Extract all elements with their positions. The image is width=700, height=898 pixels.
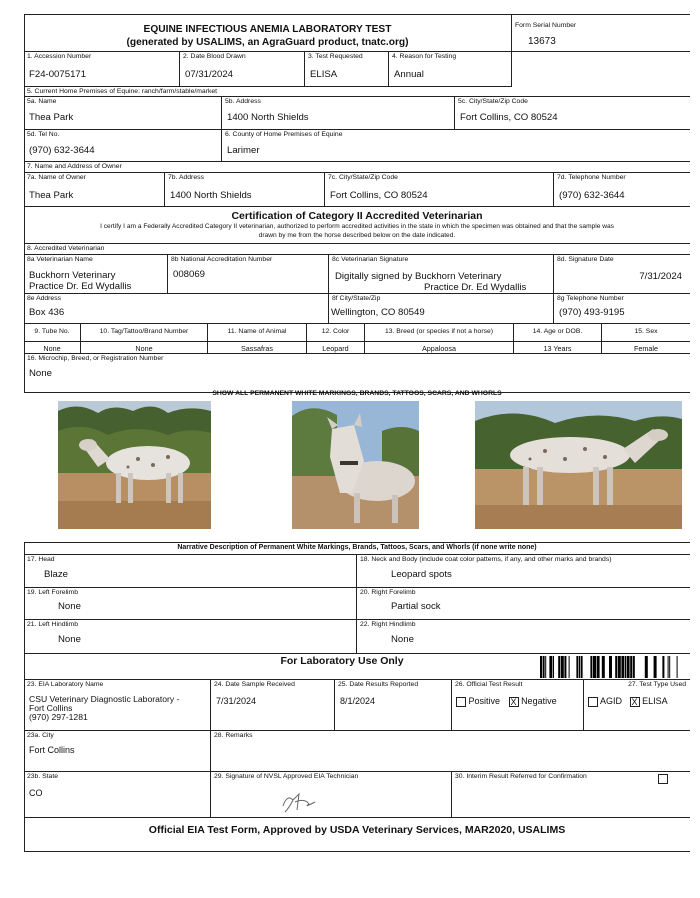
test-result-label: 26. Official Test Result <box>455 681 523 688</box>
vet-signature-line2: Practice Dr. Ed Wydallis <box>424 282 527 293</box>
color-label-cell: 12. Color <box>307 324 365 342</box>
vet-city-value: Wellington, CO 80549 <box>331 307 425 318</box>
barcode-bar <box>564 656 566 678</box>
barcode-bar <box>540 656 542 678</box>
lab-name-line1: CSU Veterinary Diagnostic Laboratory - <box>29 694 180 704</box>
barcode-bar <box>558 656 560 678</box>
neck-label: 18. Neck and Body (include coat color patterns, if any, and other marks and brands) <box>360 556 612 563</box>
owner-section <box>24 162 690 173</box>
vet-city-label: 8f City/State/Zip <box>332 295 381 302</box>
vet-address-cell <box>24 294 329 324</box>
barcode-bar <box>561 656 564 678</box>
form-title-cell <box>24 14 512 52</box>
lab-name-label: 23. EIA Laboratory Name <box>27 681 104 688</box>
horse-photo-left-side <box>58 401 211 529</box>
premises-city-value: Fort Collins, CO 80524 <box>460 112 558 123</box>
microchip-label: 16. Microchip, Breed, or Registration Number <box>27 355 164 362</box>
premises-section <box>24 87 690 97</box>
barcode-bar <box>669 656 670 678</box>
breed-value: Appaloosa <box>422 344 456 353</box>
premises-name-cell <box>24 97 222 130</box>
barcode-bar <box>677 656 678 678</box>
tag-value-cell <box>81 342 208 354</box>
vet-phone-cell <box>554 294 690 324</box>
tag-label-cell: 10. Tag/Tattoo/Brand Number <box>81 324 208 342</box>
animal-name-value: Sassafras <box>241 344 273 353</box>
form-subtitle: (generated by USALIMS, an AgraGuard product, tnatc.org) <box>126 37 409 48</box>
barcode-bar <box>553 656 554 678</box>
premises-address-cell <box>222 97 455 130</box>
lab-state-label: 23b. State <box>27 773 58 780</box>
reported-value: 8/1/2024 <box>340 696 376 706</box>
sex-value: Female <box>634 344 658 353</box>
footer-text: Official EIA Test Form, Approved by USDA Veterinary Services, MAR2020, USALIMS <box>148 824 566 836</box>
owner-name-cell <box>24 173 165 207</box>
lab-heading-cell <box>24 654 690 680</box>
date-drawn-label: 2. Date Blood Drawn <box>183 53 246 60</box>
tag-value: None <box>135 344 153 353</box>
vet-phone-label: 8g Telephone Number <box>557 295 624 302</box>
left-forelimb-cell <box>24 588 357 620</box>
barcode-bar <box>593 656 596 678</box>
vet-section-label: 8. Accredited Veterinarian <box>27 245 105 252</box>
received-label: 24. Date Sample Received <box>214 681 295 688</box>
owner-name-value: Thea Park <box>29 190 74 201</box>
reason-cell <box>389 52 512 87</box>
lab-city-value: Fort Collins <box>29 745 75 755</box>
photos-heading: SHOW ALL PERMANENT WHITE MARKINGS, BRANDS, TATTOOS, SCARS, AND WHORLS <box>212 390 502 397</box>
vet-address-label: 8e Address <box>27 295 62 302</box>
horse-photo-front <box>292 401 419 529</box>
color-value-cell <box>307 342 365 354</box>
vet-signature-cell <box>329 255 554 294</box>
elisa-checkbox[interactable]: X <box>631 696 638 707</box>
vet-section <box>24 244 690 255</box>
premises-tel-cell <box>24 130 222 162</box>
vet-name-label: 8a Veterinarian Name <box>27 256 93 263</box>
lab-city-cell <box>24 731 211 772</box>
barcode-bar <box>543 656 545 678</box>
barcode-bar <box>569 656 570 678</box>
right-hindlimb-cell <box>357 620 690 654</box>
vet-sig-date-value: 7/31/2024 <box>639 271 682 282</box>
positive-checkbox[interactable] <box>456 697 466 707</box>
left-hindlimb-value: None <box>58 634 81 645</box>
owner-city-cell <box>325 173 554 207</box>
technician-signature-scribble <box>279 790 319 814</box>
breed-value-cell <box>365 342 514 354</box>
age-value-cell <box>514 342 602 354</box>
premises-tel-label: 5d. Tel No. <box>27 131 60 138</box>
test-requested-value: ELISA <box>310 69 338 80</box>
premises-name-label: 5a. Name <box>27 98 57 105</box>
barcode-bar <box>581 656 583 678</box>
color-value: Leopard <box>322 344 349 353</box>
microchip-value: None <box>29 368 52 379</box>
age-label-cell: 14. Age or DOB. <box>514 324 602 342</box>
barcode-bar <box>645 656 648 678</box>
vet-name-cell <box>24 255 168 294</box>
date-drawn-value: 07/31/2024 <box>185 69 234 80</box>
owner-section-label: 7. Name and Address of Owner <box>27 163 122 170</box>
interim-label: 30. Interim Result Referred for Confirmation <box>455 773 587 780</box>
serial-cell <box>512 14 690 52</box>
right-forelimb-value: Partial sock <box>391 601 441 612</box>
barcode-bar <box>549 656 552 678</box>
head-label: 17. Head <box>27 556 55 563</box>
animal-name-label-cell: 11. Name of Animal <box>208 324 307 342</box>
county-cell <box>222 130 690 162</box>
received-cell <box>211 680 335 731</box>
barcode-bar <box>602 656 605 678</box>
barcode-bar <box>621 656 624 678</box>
date-drawn-cell <box>180 52 305 87</box>
lab-heading: For Laboratory Use Only <box>280 655 404 667</box>
barcode-bar <box>590 656 592 678</box>
lab-name-cell <box>24 680 211 731</box>
certification-text-1: I certify I am a Federally Accredited Category II veterinarian, authorized to perform accredited activities in the state in which the specimen was obtained and that the sample was <box>100 223 614 230</box>
right-hindlimb-value: None <box>391 634 414 645</box>
vet-nan-cell <box>168 255 329 294</box>
eia-form <box>24 14 690 854</box>
vet-sig-date-cell <box>554 255 690 294</box>
owner-city-label: 7c. City/State/Zip Code <box>328 174 398 181</box>
barcode-bar <box>576 656 578 678</box>
lab-state-cell <box>24 772 211 818</box>
test-requested-label: 3. Test Requested <box>308 53 363 60</box>
county-label: 6. County of Home Premises of Equine <box>225 131 343 138</box>
owner-name-label: 7a. Name of Owner <box>27 174 86 181</box>
horse-photo-right-side <box>475 401 682 529</box>
received-value: 7/31/2024 <box>216 696 257 706</box>
test-result-cell <box>452 680 584 731</box>
animal-name-value-cell <box>208 342 307 354</box>
accession-label: 1. Accession Number <box>27 53 92 60</box>
vet-city-cell <box>329 294 554 324</box>
head-value: Blaze <box>44 569 68 580</box>
lab-city-label: 23a. City <box>27 732 54 739</box>
agid-label: AGID <box>600 696 623 706</box>
tube-label-cell: 9. Tube No. <box>24 324 81 342</box>
positive-label: Positive <box>468 696 501 706</box>
county-value: Larimer <box>227 145 260 156</box>
tube-value-cell <box>24 342 81 354</box>
lab-name-line2: Fort Collins <box>29 703 73 713</box>
nvsl-signature-cell <box>211 772 452 818</box>
barcode-bar <box>579 656 580 678</box>
barcode-bar <box>627 656 630 678</box>
accession-value: F24-0075171 <box>29 69 87 80</box>
barcode-bar <box>630 656 632 678</box>
owner-address-value: 1400 North Shields <box>170 190 252 201</box>
left-hindlimb-cell <box>24 620 357 654</box>
lab-phone: (970) 297-1281 <box>29 712 88 722</box>
neck-value: Leopard spots <box>391 569 452 580</box>
barcode-bar <box>662 656 664 678</box>
barcode <box>538 654 688 680</box>
accession-cell <box>24 52 180 87</box>
remarks-cell <box>211 731 690 772</box>
negative-label: Negative <box>521 696 557 706</box>
owner-address-cell <box>165 173 325 207</box>
interim-checkbox[interactable] <box>658 774 668 784</box>
reported-cell <box>335 680 452 731</box>
premises-section-label: 5. Current Home Premises of Equine: ranch/farm/stable/market <box>27 88 218 95</box>
certification-text-2: drawn by me from the horse described below on the date indicated. <box>258 231 456 239</box>
vet-phone-value: (970) 493-9195 <box>559 307 625 318</box>
test-type-cell <box>584 680 690 731</box>
nvsl-signature-label: 29. Signature of NVSL Approved EIA Technician <box>214 773 359 780</box>
owner-phone-value: (970) 632-3644 <box>559 190 625 201</box>
breed-label-cell: 13. Breed (or species if not a horse) <box>365 324 514 342</box>
neck-cell <box>357 555 690 588</box>
premises-tel-value: (970) 632-3644 <box>29 145 95 156</box>
elisa-label: ELISA <box>642 696 668 706</box>
barcode-bar <box>625 656 626 678</box>
negative-checkbox[interactable]: X <box>510 696 517 707</box>
head-cell <box>24 555 357 588</box>
barcode-bar <box>609 656 612 678</box>
right-forelimb-cell <box>357 588 690 620</box>
left-hindlimb-label: 21. Left Hindlimb <box>27 621 79 628</box>
markings-heading: Narrative Description of Permanent White Markings, Brands, Tattoos, Scars, and Whorls (if none write none) <box>177 544 537 551</box>
form-title: EQUINE INFECTIOUS ANEMIA LABORATORY TEST <box>143 24 392 35</box>
certification-block <box>24 207 690 244</box>
sex-label-cell: 15. Sex <box>602 324 690 342</box>
vet-name-line2: Practice Dr. Ed Wydallis <box>29 281 132 292</box>
barcode-bar <box>618 656 621 678</box>
barcode-bar <box>615 656 617 678</box>
footer-cell <box>24 818 690 852</box>
serial-value: 13673 <box>528 36 556 47</box>
left-forelimb-label: 19. Left Forelimb <box>27 589 78 596</box>
owner-phone-cell <box>554 173 690 207</box>
tube-value: None <box>43 344 61 353</box>
markings-heading-cell <box>24 542 690 555</box>
barcode-bar <box>633 656 635 678</box>
test-requested-cell <box>305 52 389 87</box>
barcode-bar <box>545 656 546 678</box>
owner-phone-label: 7d. Telephone Number <box>557 174 626 181</box>
reported-label: 25. Date Results Reported <box>338 681 419 688</box>
vet-name-line1: Buckhorn Veterinary <box>29 270 116 281</box>
left-forelimb-value: None <box>58 601 81 612</box>
vet-signature-line1: Digitally signed by Buckhorn Veterinary <box>335 271 502 282</box>
barcode-bar <box>654 656 657 678</box>
reason-label: 4. Reason for Testing <box>392 53 457 60</box>
certification-title: Certification of Category II Accredited Veterinarian <box>231 210 483 222</box>
premises-city-label: 5c. City/State/Zip Code <box>458 98 528 105</box>
right-hindlimb-label: 22. Right Hindlimb <box>360 621 416 628</box>
vet-sig-date-label: 8d. Signature Date <box>557 256 614 263</box>
vet-nan-value: 008069 <box>173 269 206 280</box>
sex-value-cell <box>602 342 690 354</box>
premises-address-label: 5b. Address <box>225 98 261 105</box>
vet-nan-label: 8b National Accreditation Number <box>171 256 273 263</box>
microchip-cell <box>24 354 690 393</box>
right-forelimb-label: 20. Right Forelimb <box>360 589 416 596</box>
reason-value: Annual <box>394 69 424 80</box>
serial-label: Form Serial Number <box>515 22 577 29</box>
premises-city-cell <box>455 97 690 130</box>
vet-address-value: Box 436 <box>29 307 65 318</box>
remarks-label: 28. Remarks <box>214 732 253 739</box>
barcode-bar <box>597 656 600 678</box>
barcode-bar <box>668 656 669 678</box>
premises-name-value: Thea Park <box>29 112 74 123</box>
owner-city-value: Fort Collins, CO 80524 <box>330 190 428 201</box>
lab-state-value: CO <box>29 788 43 798</box>
owner-address-label: 7b. Address <box>168 174 204 181</box>
premises-address-value: 1400 North Shields <box>227 112 309 123</box>
test-type-label: 27. Test Type Used <box>628 681 686 688</box>
agid-checkbox[interactable] <box>588 697 598 707</box>
age-value: 13 Years <box>543 344 572 353</box>
interim-cell <box>452 772 690 818</box>
vet-signature-label: 8c Veterinarian Signature <box>332 256 409 263</box>
